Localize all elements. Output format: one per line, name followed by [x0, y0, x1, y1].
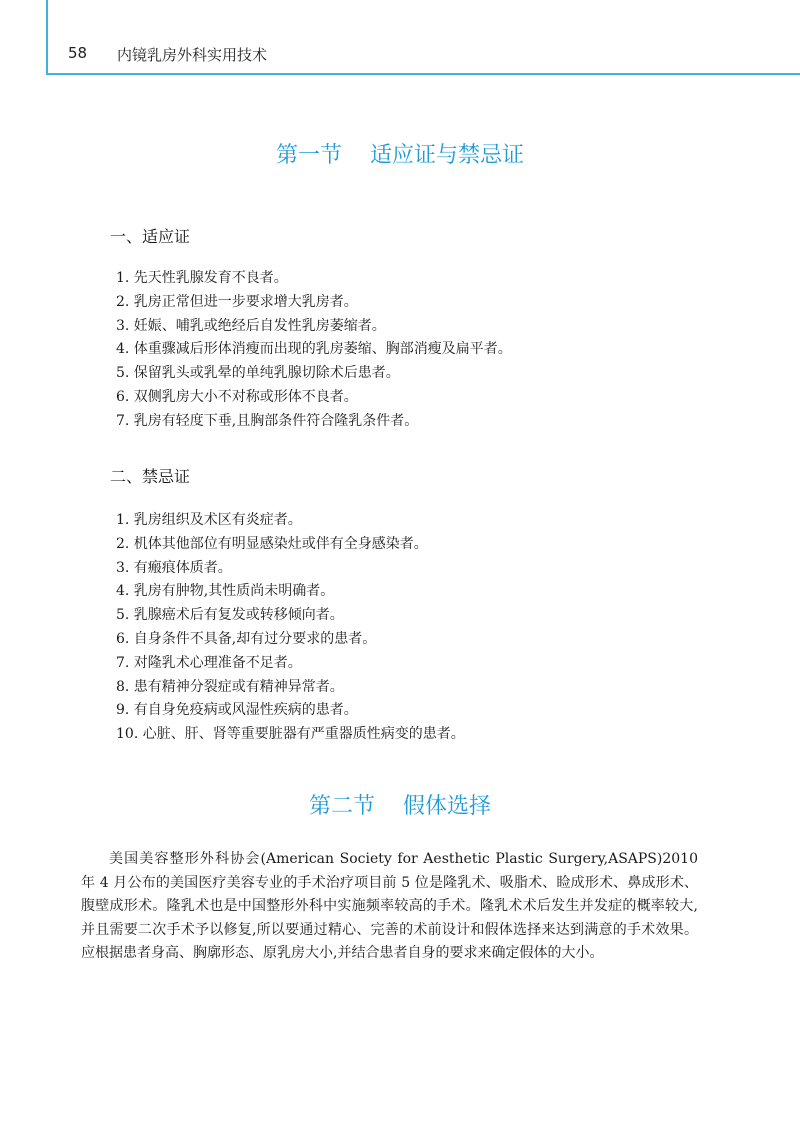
book-title: 内镜乳房外科实用技术	[117, 46, 268, 64]
list-item: 9. 有自身免疫病或风湿性疾病的患者。	[116, 702, 358, 719]
list-item: 5. 乳腺癌术后有复发或转移倾向者。	[116, 607, 344, 624]
list-item: 4. 乳房有肿物,其性质尚未明确者。	[116, 583, 335, 600]
list-item: 5. 保留乳头或乳晕的单纯乳腺切除术后患者。	[116, 365, 400, 382]
list-item: 3. 有瘢痕体质者。	[116, 559, 232, 576]
list-item: 4. 体重骤减后形体消瘦而出现的乳房萎缩、胸部消瘦及扁平者。	[116, 341, 512, 358]
page-number: 58	[68, 44, 88, 62]
list-item: 7. 乳房有轻度下垂,且胸部条件符合隆乳条件者。	[116, 412, 419, 429]
list-item: 1. 乳房组织及术区有炎症者。	[116, 512, 302, 528]
list-item: 2. 机体其他部位有明显感染灶或伴有全身感染者。	[116, 535, 428, 552]
section-title-implant-selection: 第二节 假体选择	[309, 794, 491, 819]
indications-list	[116, 267, 512, 434]
contraindications-list	[116, 509, 465, 747]
list-item: 7. 对隆乳术心理准备不足者。	[116, 654, 302, 671]
header-horizontal-rule	[46, 73, 800, 75]
list-item: 6. 双侧乳房大小不对称或形体不良者。	[116, 388, 358, 405]
list-item: 6. 自身条件不具备,却有过分要求的患者。	[116, 630, 377, 647]
list-item: 10. 心脏、肝、肾等重要脏器有严重器质性病变的患者。	[116, 726, 465, 743]
indications-heading: 一、适应证	[110, 227, 191, 246]
header-vertical-rule	[46, 0, 48, 74]
list-item: 8. 患有精神分裂症或有精神异常者。	[116, 678, 344, 695]
list-item: 3. 妊娠、哺乳或绝经后自发性乳房萎缩者。	[116, 317, 386, 334]
list-item: 2. 乳房正常但进一步要求增大乳房者。	[116, 293, 358, 310]
list-item: 1. 先天性乳腺发育不良者。	[116, 270, 288, 286]
body-paragraph: 美国美容整形外科协会(American Society for Aesthetic Plastic Surgery,ASAPS)2010 年 4 月公布的美国医疗美容专业的手术治疗项目前 5 位是隆乳术、吸脂术、睑成形术、鼻成形术、腹壁成形术。隆乳术也是中国整形外科中实施频率较高的手术。隆乳术术后发生并发症的概率较大,并且需要二次手术予以修复,所以要通过精心、完善的术前设计和假体选择来达到满意的手术效果。应根据患者身高、胸廓形态、原乳房大小,并结合患者自身的要求来确定假体的大小。	[81, 851, 698, 961]
section-title-indications: 第一节 适应证与禁忌证	[276, 143, 524, 168]
contraindications-heading: 二、禁忌证	[110, 467, 191, 486]
